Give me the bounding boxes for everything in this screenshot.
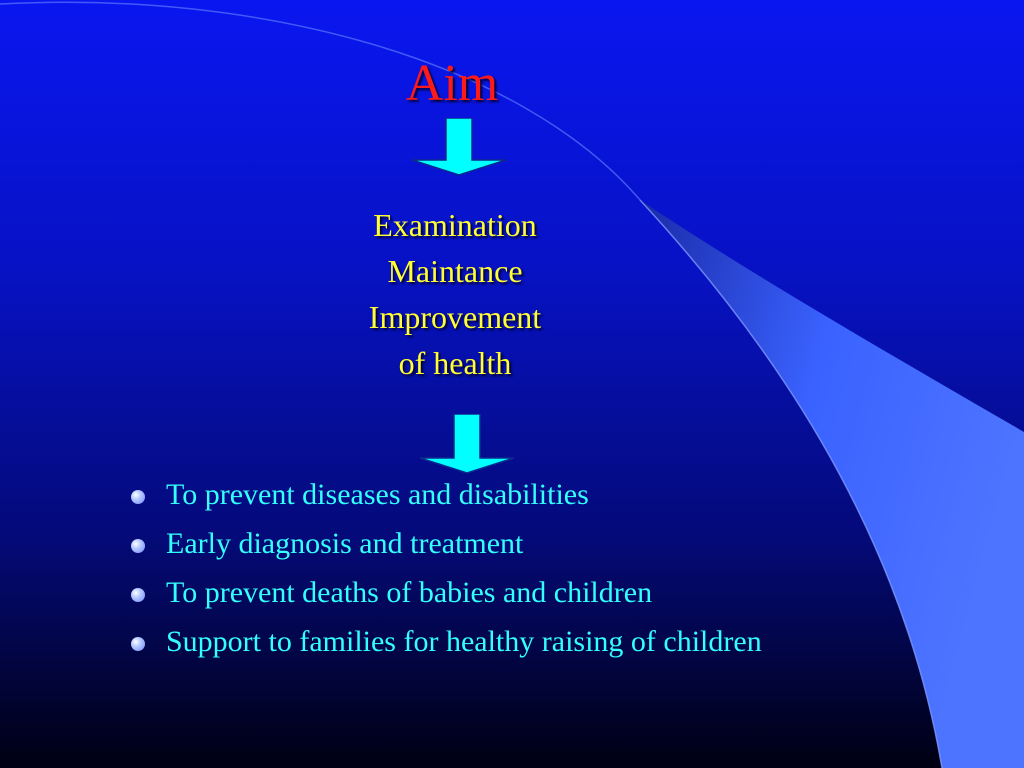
bullet-dot-icon — [131, 490, 145, 504]
goals-block — [305, 202, 605, 386]
goal-improvement: Improvement — [368, 299, 542, 335]
bullet-dot-icon — [131, 588, 145, 602]
goal-maintance: Maintance — [387, 253, 523, 289]
arrow-down-icon — [412, 118, 508, 176]
bullet-dot-icon — [131, 637, 145, 651]
list-item — [128, 623, 848, 660]
bullet-text: Early diagnosis and treatment — [166, 527, 524, 560]
list-item — [128, 476, 848, 513]
goal-of-health: of health — [398, 345, 512, 381]
list-item — [128, 525, 848, 562]
bullet-list — [128, 476, 848, 672]
goal-examination: Examination — [373, 207, 537, 243]
bullet-text: To prevent diseases and disabilities — [166, 478, 589, 511]
list-item — [128, 574, 848, 611]
bullet-text: To prevent deaths of babies and children — [166, 576, 653, 609]
bullet-text: Support to families for healthy raising of children — [166, 625, 762, 658]
arrow-down-icon — [420, 414, 516, 474]
bullet-dot-icon — [131, 539, 145, 553]
slide-title: Aim — [405, 55, 499, 112]
